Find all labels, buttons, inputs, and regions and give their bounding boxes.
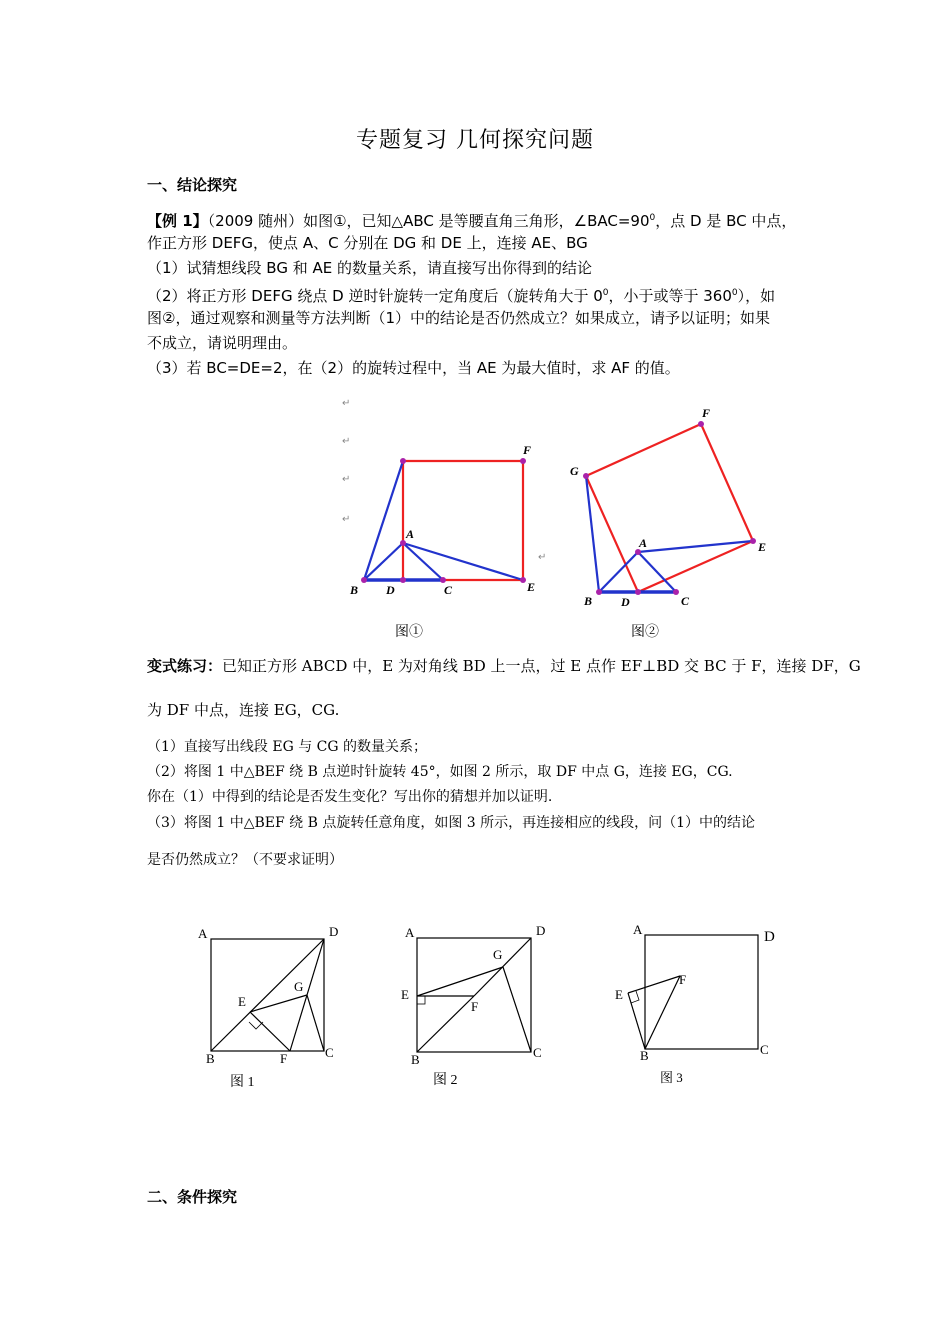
label-f: F [523, 443, 532, 457]
label-b: B [206, 1051, 215, 1066]
return-mark: ↵ [342, 514, 351, 525]
label-b: B [584, 594, 593, 608]
return-mark: ↵ [342, 398, 351, 409]
label-a: A [405, 925, 415, 940]
figure-square-3 [628, 935, 758, 1049]
q2-text-c: ），如 [737, 287, 776, 305]
label-e: E [238, 994, 246, 1009]
point-c [673, 589, 679, 595]
square-defg-rotated [586, 424, 753, 592]
label-e: E [527, 580, 536, 594]
degree-sup: 0 [649, 213, 656, 223]
point-d [635, 589, 641, 595]
segment-ef [628, 976, 680, 993]
label-d: D [536, 923, 546, 938]
segment-be [628, 993, 645, 1049]
label-c: C [444, 583, 453, 597]
label-f: F [679, 972, 687, 987]
example-question-1: （1）试猜想线段 BG 和 AE 的数量关系，请直接写出你得到的结论 [147, 259, 593, 277]
page-title: 专题复习 几何探究问题 [356, 128, 594, 153]
example-question-2-line-3: 不成立，请说明理由。 [147, 334, 298, 352]
label-a: A [406, 527, 415, 541]
example-tag: 【例 1】 [147, 212, 208, 230]
label-f: F [280, 1051, 288, 1066]
example-text-1b: ，点 D 是 BC 中点， [655, 212, 797, 230]
figure-caption-1: 图① [395, 625, 423, 640]
figure-square-2 [417, 938, 531, 1052]
label-e: E [401, 987, 409, 1002]
section-heading-1: 一、结论探究 [147, 176, 238, 194]
segment-bf [645, 976, 680, 1049]
variant-question-2b: 你在（1）中得到的结论是否发生变化？写出你的猜想并加以证明. [147, 789, 553, 805]
variant-question-2: （2）将图 1 中△BEF 绕 B 点逆时针旋转 45°，如图 2 所示，取 DF 中点 G，连接 EG，CG. [147, 764, 733, 780]
label-f: F [471, 999, 479, 1014]
segment-bg [586, 476, 599, 592]
q2-text-a: （2）将正方形 DEFG 绕点 D 逆时针旋转一定角度后（旋转角大于 0 [147, 287, 603, 305]
figure-1 [349, 443, 535, 640]
example-figures [330, 390, 780, 650]
label-a: A [633, 922, 643, 937]
variant-tag: 变式练习： [147, 657, 223, 675]
example-line-2: 作正方形 DEFG，使点 A、C 分别在 DG 和 DE 上，连接 AE、BG [147, 234, 588, 252]
label-c: C [325, 1045, 334, 1060]
label-c: C [681, 594, 690, 608]
variant-line-2: 为 DF 中点，连接 EG，CG. [147, 701, 340, 719]
point-e [750, 538, 756, 544]
section-heading-2: 二、条件探究 [147, 1188, 238, 1206]
label-g: G [493, 947, 503, 962]
return-mark: ↵ [342, 436, 351, 447]
segment-ac [638, 552, 676, 592]
label-d: D [621, 595, 630, 609]
q2-sup-2: 0 [731, 288, 738, 298]
variant-question-1: （1）直接写出线段 EG 与 CG 的数量关系； [147, 739, 428, 755]
segment-ae [403, 543, 523, 580]
label-g: G [570, 464, 579, 478]
label-d: D [764, 929, 775, 945]
figure-caption-1: 图 1 [230, 1075, 255, 1090]
segment-ae [638, 541, 753, 552]
segment-cg [503, 967, 531, 1052]
example-line-1 [147, 206, 817, 234]
label-f: F [702, 406, 711, 420]
points [583, 421, 756, 595]
example-question-3: （3）若 BC=DE=2，在（2）的旋转过程中，当 AE 为最大值时，求 AF 的值。 [147, 359, 680, 377]
segment-ef [250, 1012, 290, 1051]
point-d [400, 577, 406, 583]
variant-line-1 [147, 654, 861, 679]
q2-sup-1: 0 [602, 288, 609, 298]
figure-2 [570, 406, 766, 640]
segment-eg [417, 967, 503, 996]
point-f [520, 458, 526, 464]
label-c: C [760, 1042, 769, 1057]
point-b [596, 589, 602, 595]
variant-figures [190, 915, 790, 1100]
variant-question-3: （3）将图 1 中△BEF 绕 B 点旋转任意角度，如图 3 所示，再连接相应的线段，问（1）中的结论 [147, 815, 756, 831]
return-mark: ↵ [342, 474, 351, 485]
label-b: B [640, 1048, 649, 1063]
figure-square-1 [211, 939, 324, 1051]
label-b: B [411, 1052, 420, 1067]
label-d: D [329, 924, 339, 939]
label-e: E [615, 987, 623, 1002]
label-d: D [386, 583, 395, 597]
point-g [583, 473, 589, 479]
figure-caption-2: 图② [631, 625, 659, 640]
right-angle-mark [631, 991, 639, 1003]
point-b [361, 577, 367, 583]
label-g: G [294, 979, 304, 994]
point-e [520, 577, 526, 583]
points [361, 458, 526, 583]
label-a: A [639, 536, 648, 550]
q2-text-b: ，小于或等于 360 [608, 287, 732, 305]
label-c: C [533, 1045, 542, 1060]
point-g [400, 458, 406, 464]
label-a: A [198, 926, 208, 941]
example-question-2 [147, 281, 817, 309]
variant-question-3b: 是否仍然成立？（不要求证明） [147, 852, 343, 868]
figure-caption-2: 图 2 [433, 1073, 458, 1088]
figure-caption-3: 图 3 [660, 1070, 683, 1085]
label-b: B [350, 583, 359, 597]
example-text-1a: （2009 随州）如图①，已知△ABC 是等腰直角三角形，∠BAC=90 [207, 212, 650, 230]
return-mark: ↵ [538, 552, 547, 563]
label-e: E [758, 540, 767, 554]
segment-ab [599, 552, 638, 592]
variant-text-1: 已知正方形 ABCD 中，E 为对角线 BD 上一点，过 E 点作 EF⊥BD 交 BC 于 F，连接 DF，G [222, 657, 861, 675]
example-question-2-line-2: 图②，通过观察和测量等方法判断（1）中的结论是否仍然成立？如果成立，请予以证明；如果 [147, 309, 770, 327]
point-f [698, 421, 704, 427]
square-abcd [645, 935, 758, 1049]
right-angle-mark [417, 996, 425, 1004]
segment-bf [417, 996, 474, 1052]
segment-cg [307, 995, 324, 1051]
